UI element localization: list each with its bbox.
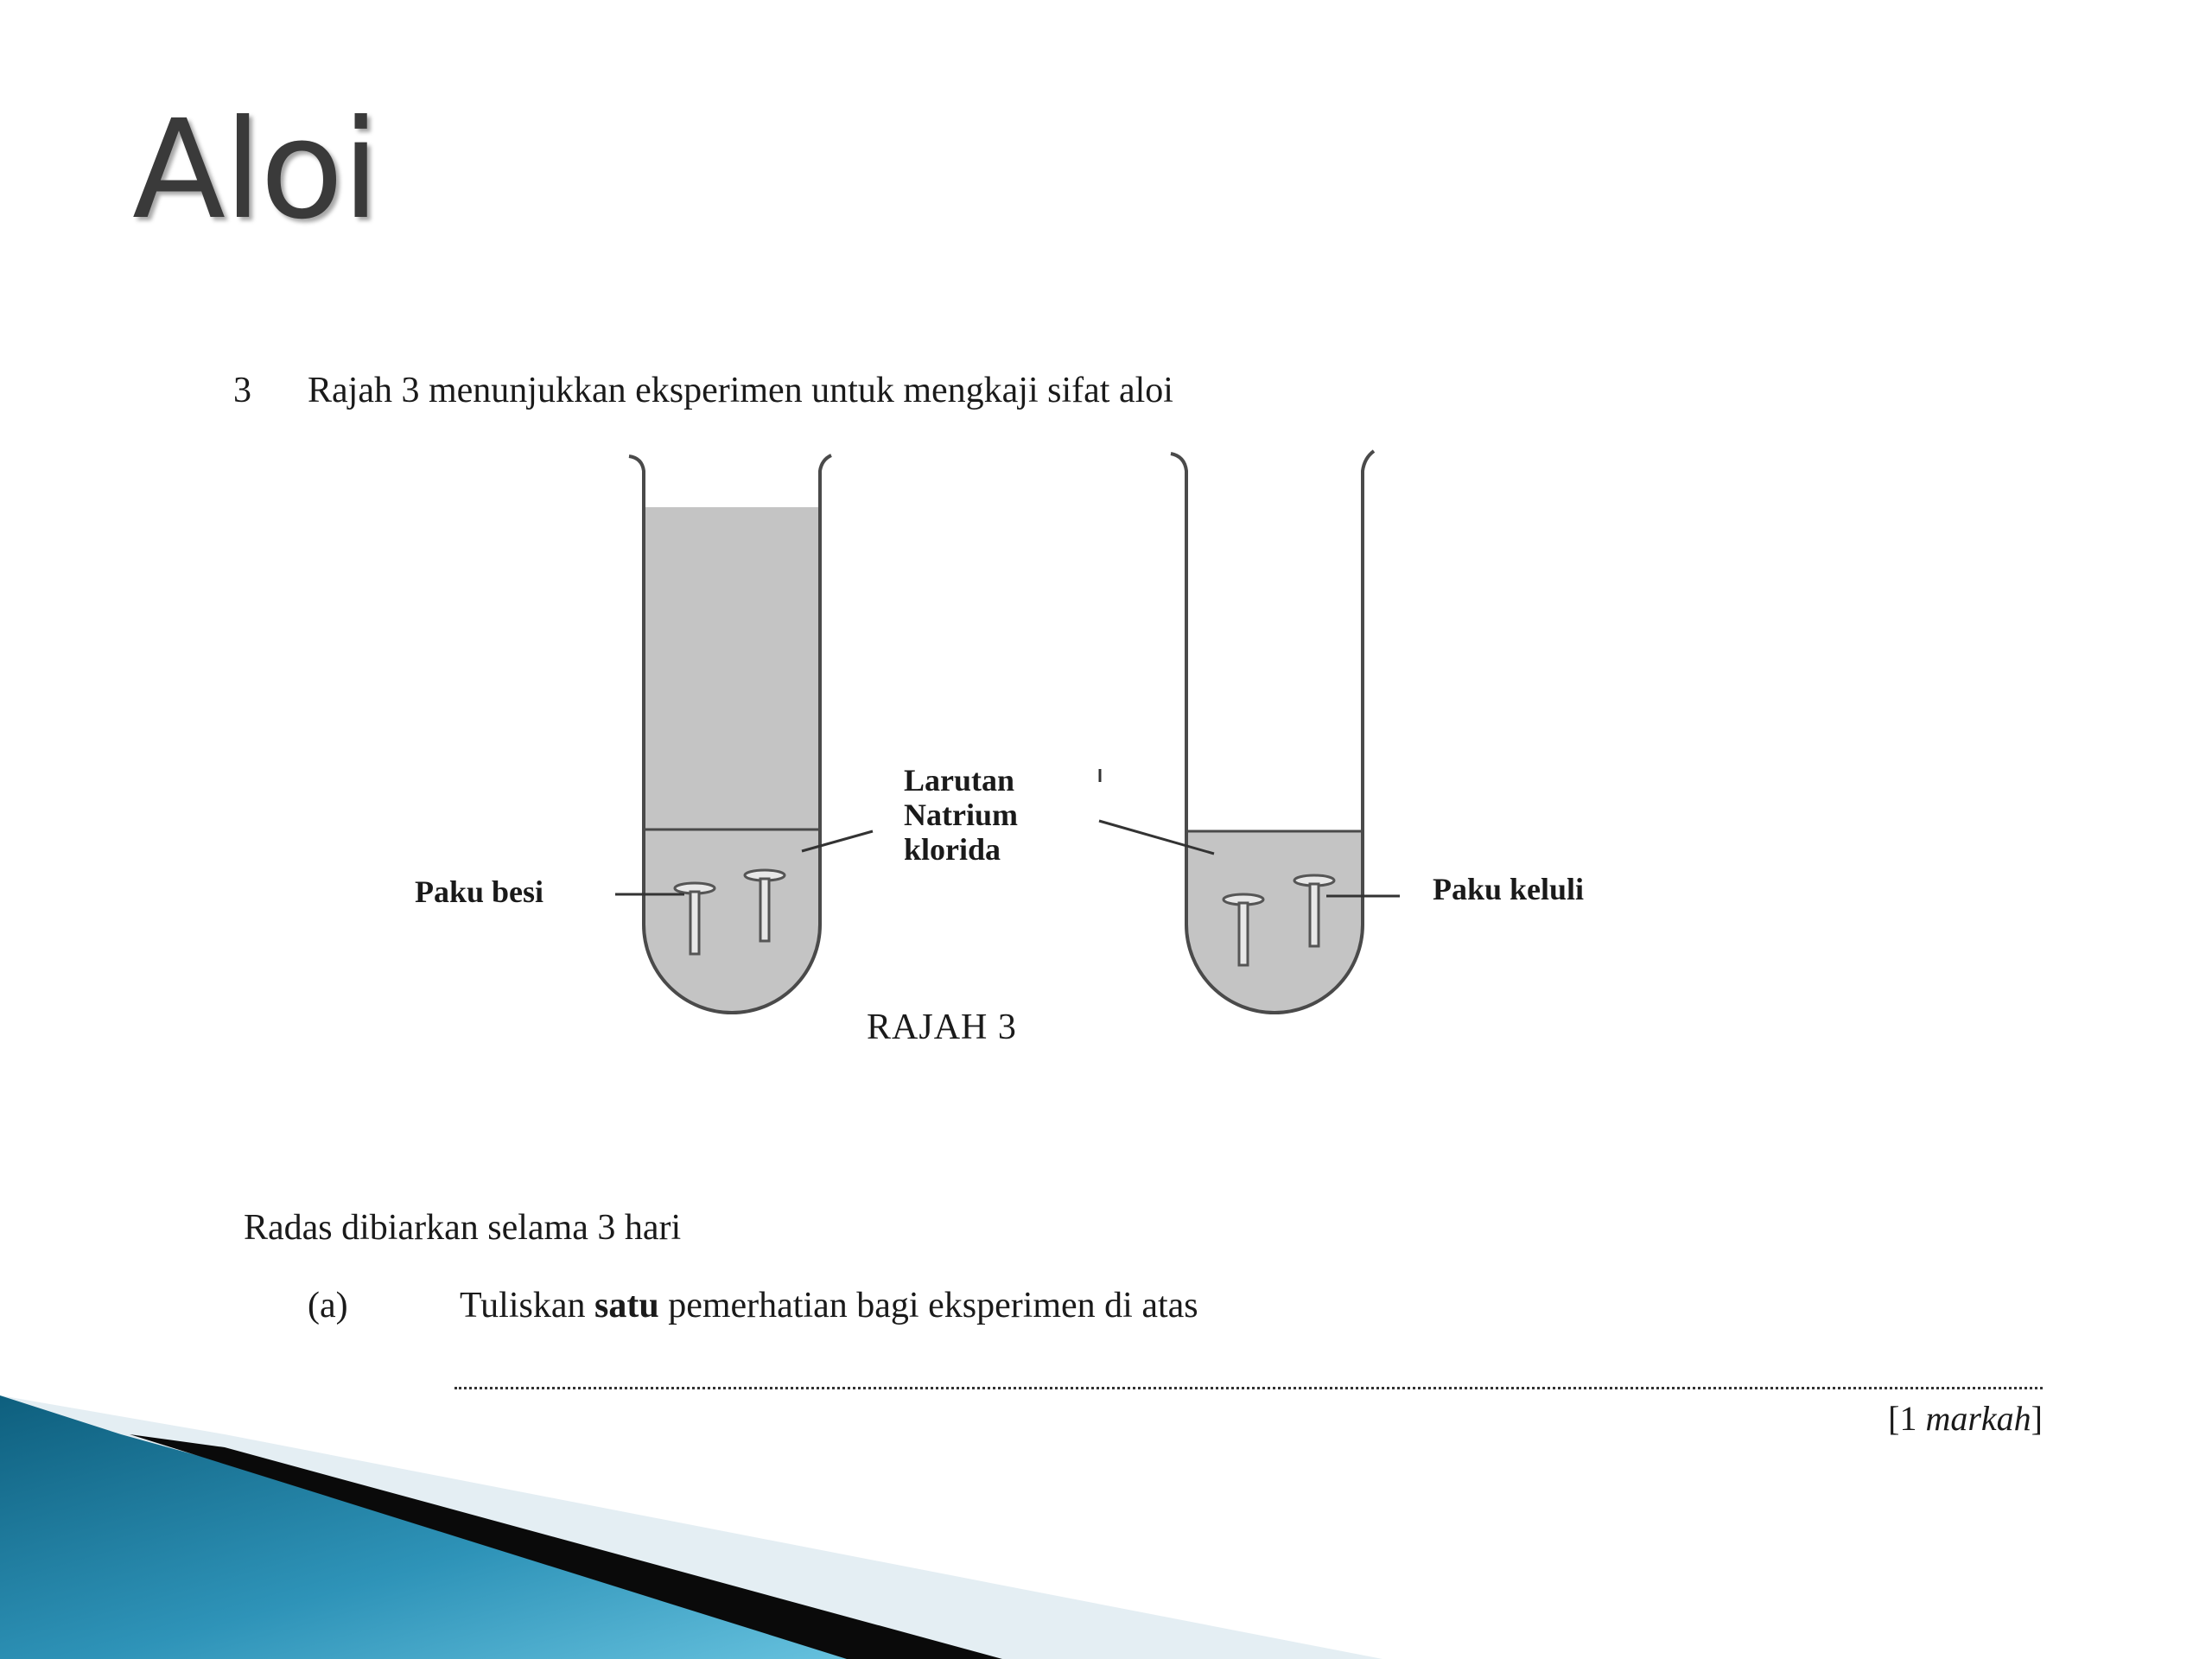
figure-caption: RAJAH 3 [867,1007,1017,1047]
question-number: 3 [233,371,251,410]
part-bold: satu [594,1286,659,1325]
label-solution-line1: Larutan [904,763,1015,798]
part-prefix: Tuliskan [460,1286,595,1325]
label-steel-nail: Paku keluli [1433,872,1585,906]
label-solution-line2: Natrium [904,798,1018,832]
marks-word: markah [1925,1399,2031,1438]
marks-open: [1 [1888,1399,1926,1438]
part-suffix: pemerhatian bagi eksperimen di atas [658,1286,1198,1325]
label-iron-nail: Paku besi [415,874,544,909]
label-solution-line3: klorida [904,832,1001,867]
marks-close: ] [2031,1399,2043,1438]
instruction-text: Radas dibiarkan selama 3 hari [244,1208,682,1248]
question-text: Rajah 3 menunjukkan eksperimen untuk mengkaji sifat aloi [308,371,1173,410]
slide-title: Aloi [132,91,378,250]
part-label: (a) [308,1286,348,1325]
